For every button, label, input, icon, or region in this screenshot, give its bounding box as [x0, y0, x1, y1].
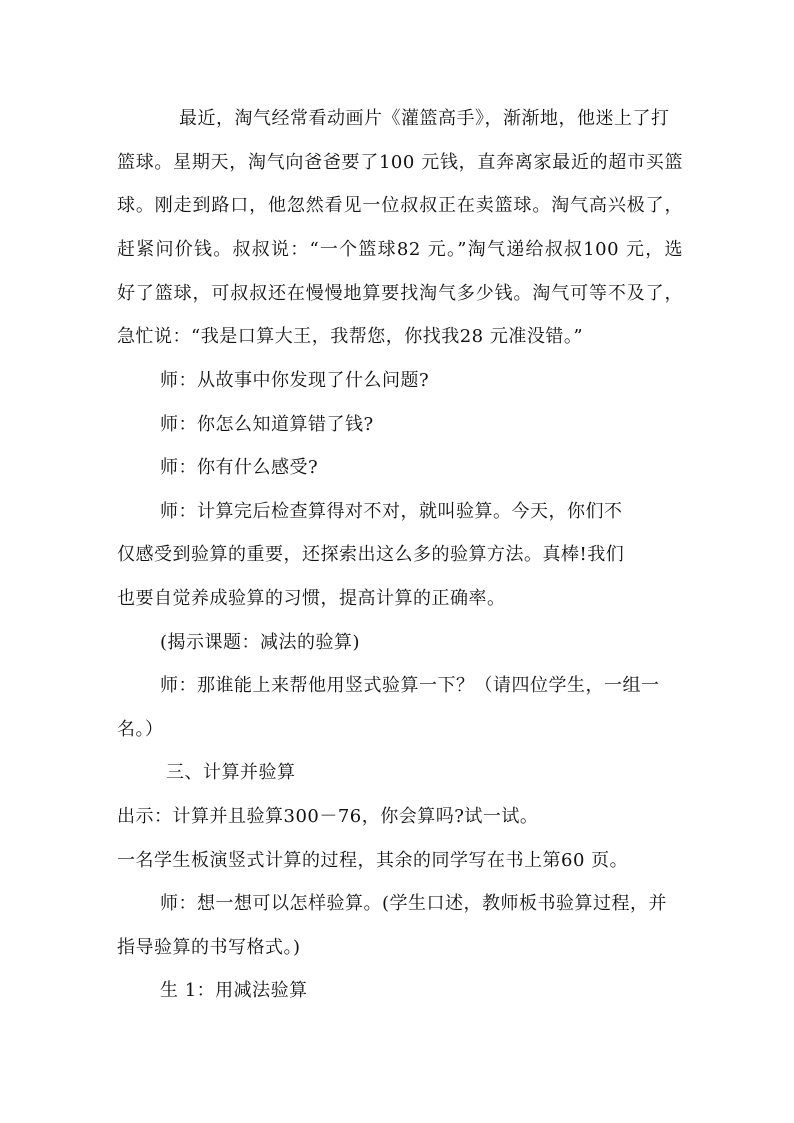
story-line-4: 赶紧问价钱。叔叔说：“一个篮球82 元。”淘气递给叔叔100 元，选 [117, 239, 683, 260]
exercise-prompt: 出示：计算并且验算300－76，你会算吗?试一试。 [117, 806, 539, 827]
story-line-5: 好了篮球，可叔叔还在慢慢地算要找淘气多少钱。淘气可等不及了， [117, 283, 683, 304]
story-line-3: 球。刚走到路口，他忽然看见一位叔叔正在卖篮球。淘气高兴极了， [117, 195, 683, 216]
lesson-topic: (揭示课题：减法的验算) [160, 632, 361, 653]
story-line-2: 篮球。星期天，淘气向爸爸要了100 元钱，直奔离家最近的超市买篮 [117, 152, 683, 173]
teacher-summary-line-1: 师：计算完后检查算得对不对，就叫验算。今天，你们不 [160, 501, 623, 522]
teacher-instruction-line-2: 名。） [117, 719, 164, 740]
story-line-1: 最近，淘气经常看动画片《灌篮高手》，渐渐地，他迷上了打 [179, 108, 670, 129]
student-answer-1: 生 1：用减法验算 [160, 980, 308, 1001]
teacher-verify-line-2: 指导验算的书写格式。) [117, 937, 301, 958]
teacher-question-3: 师：你有什么感受? [160, 457, 319, 478]
student-board-note: 一名学生板演竖式计算的过程，其余的同学写在书上第60 页。 [117, 850, 629, 871]
teacher-verify-line-1: 师：想一想可以怎样验算。(学生口述，教师板书验算过程，并 [160, 893, 668, 914]
teacher-question-1: 师：从故事中你发现了什么问题? [160, 370, 430, 391]
teacher-summary-line-3: 也要自觉养成验算的习惯，提高计算的正确率。 [117, 588, 506, 609]
teacher-summary-line-2: 仅感受到验算的重要，还探索出这么多的验算方法。真棒!我们 [117, 544, 625, 565]
section-heading: 三、计算并验算 [166, 762, 296, 783]
teacher-question-2: 师：你怎么知道算错了钱? [160, 414, 374, 435]
story-line-6: 急忙说：“我是口算大王，我帮您，你找我28 元准没错。” [117, 326, 584, 347]
teacher-instruction-line-1: 师：那谁能上来帮他用竖式验算一下？（请四位学生，一组一 [160, 675, 660, 696]
